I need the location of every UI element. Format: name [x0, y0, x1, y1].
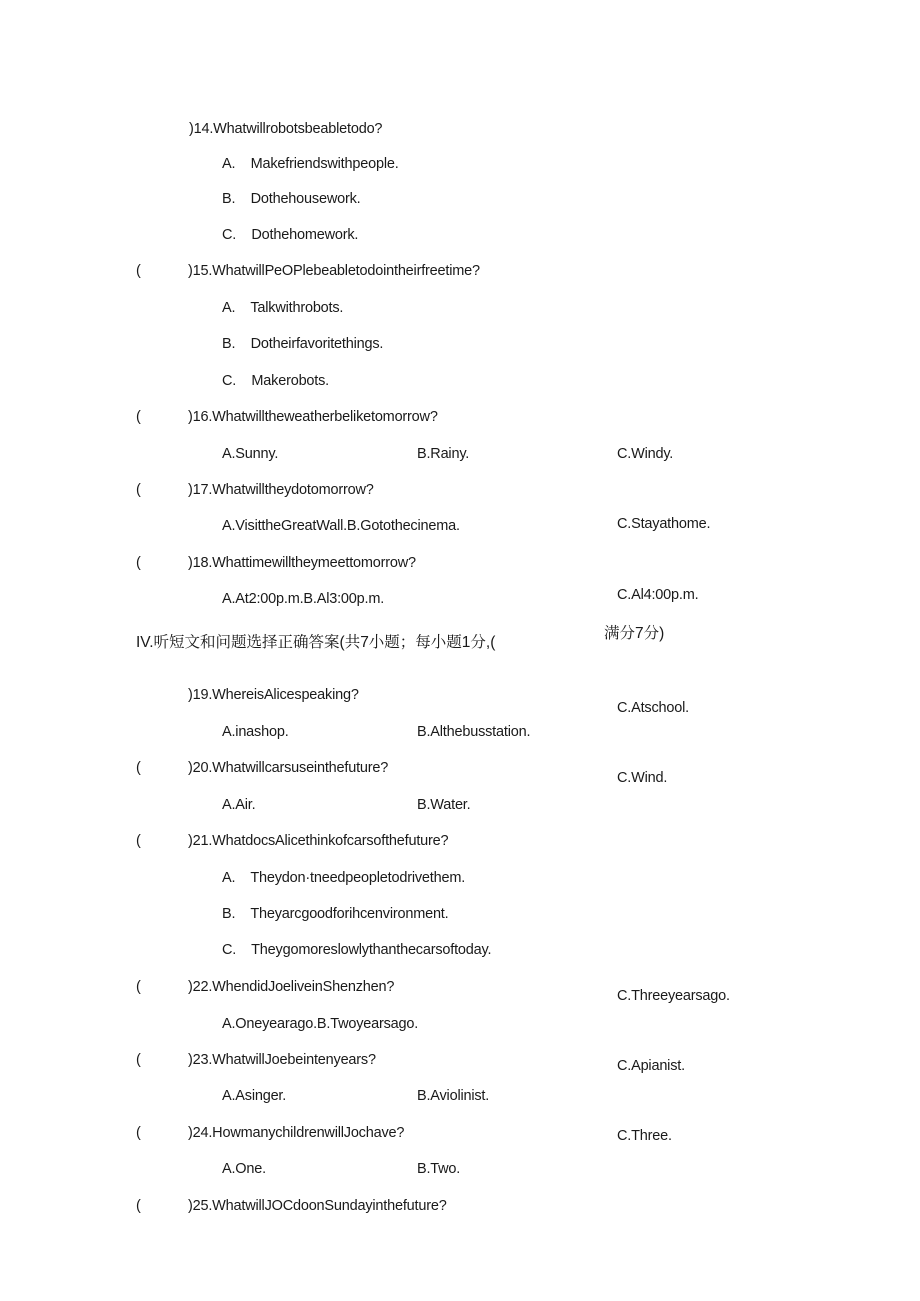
q18-paren: (	[136, 555, 141, 571]
q23-option-a: A.Asinger.	[222, 1088, 287, 1104]
question-16: )16.Whatwilltheweatherbeliketomorrow?	[188, 409, 438, 425]
q15-paren: (	[136, 263, 141, 279]
q17-option-c: C.Stayathome.	[617, 516, 711, 532]
q17-options-ab: A.VisittheGreatWall.B.Gotothecinema.	[222, 518, 460, 534]
q25-paren: (	[136, 1198, 141, 1214]
section-iv-score: 满分7分)	[604, 625, 665, 642]
question-14: )14.Whatwillrobotsbeabletodo?	[189, 121, 383, 137]
q24-option-b: B.Two.	[417, 1161, 461, 1177]
q22-option-c: C.Threeyearsago.	[617, 988, 730, 1004]
q16-paren: (	[136, 409, 141, 425]
q14-option-c: C. Dothehomework.	[222, 227, 359, 243]
q18-option-c: C.Al4:00p.m.	[617, 587, 699, 603]
question-20: )20.Whatwillcarsuseinthefuture?	[188, 760, 389, 776]
q14-option-a: A. Makefriendswithpeople.	[222, 156, 399, 172]
q16-option-c: C.Windy.	[617, 446, 674, 462]
q18-options-ab: A.At2:00p.m.B.Al3:00p.m.	[222, 591, 385, 607]
q21-option-b: B. Theyarcgoodforihcenvironment.	[222, 906, 449, 922]
q16-option-a: A.Sunny.	[222, 446, 279, 462]
q16-option-b: B.Rainy.	[417, 446, 470, 462]
q21-option-a: A. Theydon·tneedpeopletodrivethem.	[222, 870, 466, 886]
q19-option-a: A.inashop.	[222, 724, 289, 740]
question-25: )25.WhatwillJOCdoonSundayinthefuture?	[188, 1198, 447, 1214]
q15-option-a: A. Talkwithrobots.	[222, 300, 344, 316]
question-24: )24.HowmanychildrenwillJochave?	[188, 1125, 405, 1141]
section-iv-title: IV.听短文和问题选择正确答案(共7小题；每小题1分,(	[136, 634, 496, 651]
question-23: )23.WhatwillJoebeintenyears?	[188, 1052, 376, 1068]
q23-paren: (	[136, 1052, 141, 1068]
question-21: )21.WhatdocsAlicethinkofcarsofthefuture?	[188, 833, 449, 849]
q24-option-c: C.Three.	[617, 1128, 672, 1144]
q24-option-a: A.One.	[222, 1161, 266, 1177]
q23-option-c: C.Apianist.	[617, 1058, 685, 1074]
q19-option-b: B.Althebusstation.	[417, 724, 531, 740]
q14-option-b: B. Dothehousework.	[222, 191, 361, 207]
q20-option-b: B.Water.	[417, 797, 471, 813]
q15-option-c: C. Makerobots.	[222, 373, 329, 389]
q21-paren: (	[136, 833, 141, 849]
question-22: )22.WhendidJoeliveinShenzhen?	[188, 979, 395, 995]
question-19: )19.WhereisAlicespeaking?	[188, 687, 359, 703]
q21-option-c: C. Theygomoreslowlythanthecarsoftoday.	[222, 942, 492, 958]
q22-options-ab: A.Oneyearago.B.Twoyearsago.	[222, 1016, 419, 1032]
question-18: )18.Whattimewilltheymeettomorrow?	[188, 555, 416, 571]
q17-paren: (	[136, 482, 141, 498]
q20-paren: (	[136, 760, 141, 776]
q22-paren: (	[136, 979, 141, 995]
question-15: )15.WhatwillPeOPlebeabletodointheirfreetime?	[188, 263, 480, 279]
q24-paren: (	[136, 1125, 141, 1141]
q23-option-b: B.Aviolinist.	[417, 1088, 490, 1104]
q15-option-b: B. Dotheirfavoritethings.	[222, 336, 384, 352]
q20-option-c: C.Wind.	[617, 770, 668, 786]
q20-option-a: A.Air.	[222, 797, 256, 813]
question-17: )17.Whatwilltheydotomorrow?	[188, 482, 374, 498]
q19-option-c: C.Atschool.	[617, 700, 689, 716]
